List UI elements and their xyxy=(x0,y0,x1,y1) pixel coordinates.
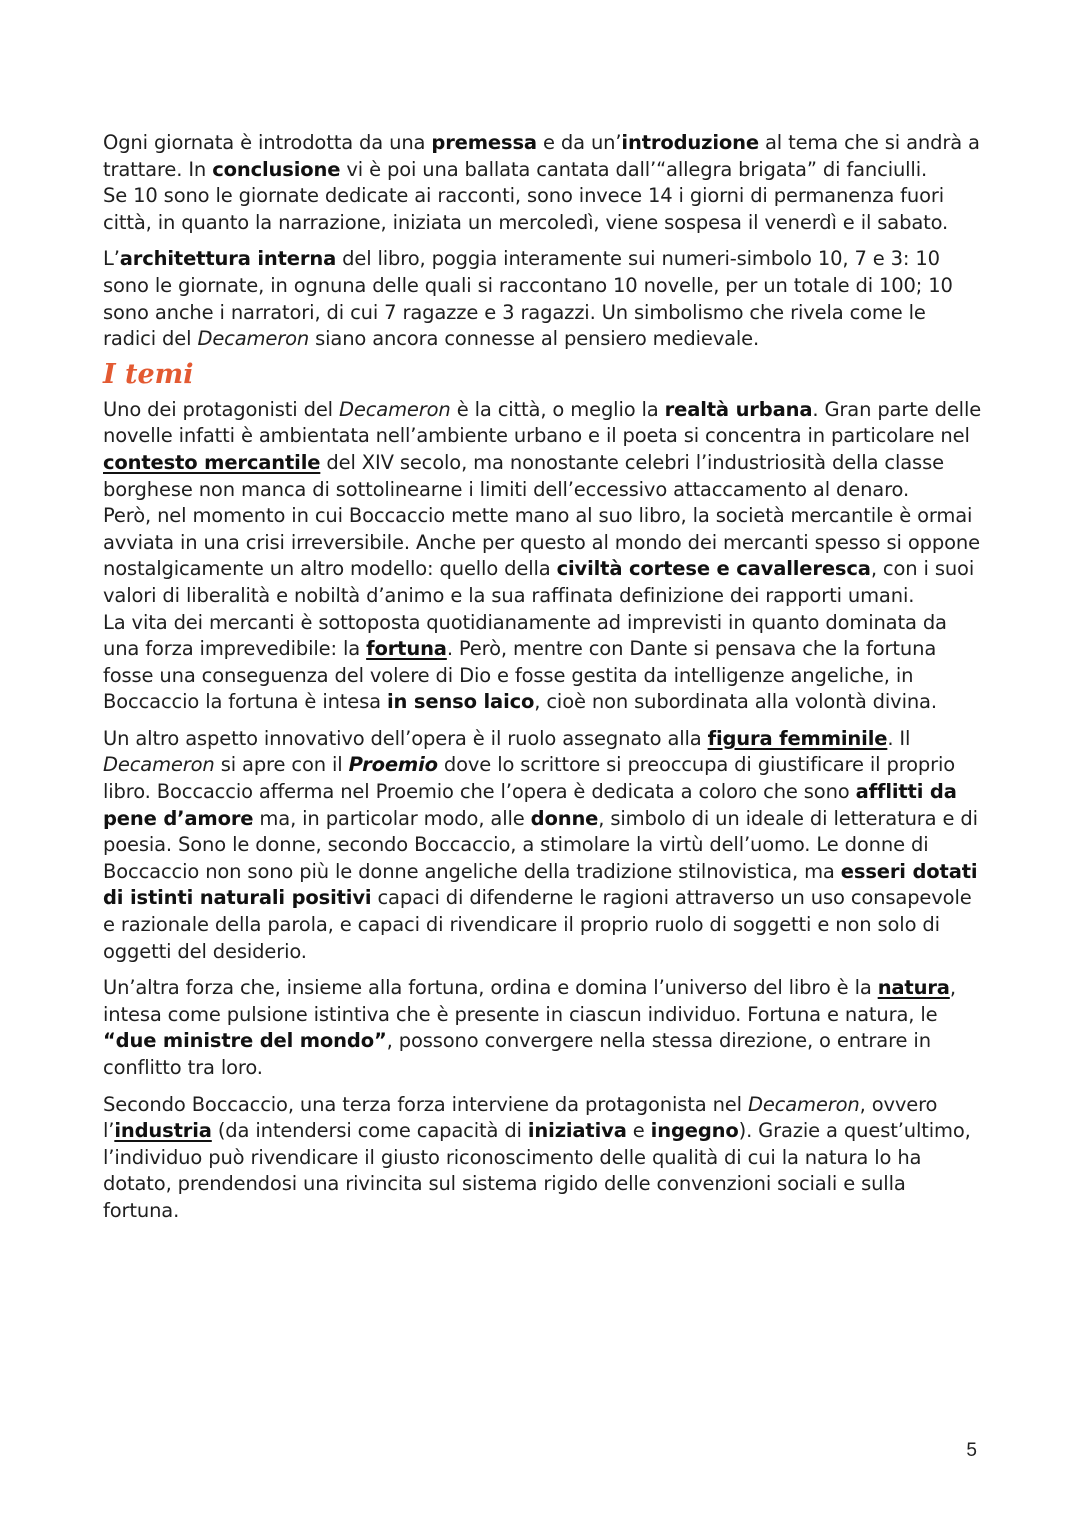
term-afflitti: afflitti da pene d’amore xyxy=(103,780,957,830)
term-premessa: premessa xyxy=(431,131,537,154)
paragraph-realta-urbana: Uno dei protagonisti del Decameron è la città, o meglio la realtà urbana. Gran parte delle novelle infatti è ambientata nell’ambiente urbano e il poeta si concentra in particolare nel contesto mercantile del XIV secolo, ma nonostante celebri l’industriosità della classe borghese non manca di sottolinearne i limiti dell’eccessivo attaccamento al denaro. xyxy=(103,397,982,501)
term-ingegno: ingegno xyxy=(650,1119,739,1143)
term-realta-urbana: realtà urbana xyxy=(664,397,813,421)
term-due-ministre: “due ministre del mondo” xyxy=(103,1029,387,1053)
term-proemio: Proemio xyxy=(348,753,438,777)
paragraph-figura-femminile: Un altro aspetto innovativo dell’opera è il ruolo assegnato alla figura femminile. Il Decameron si apre con il Proemio dove lo scrittore si preoccupa di giustificare il proprio libro. Boccaccio afferma nel Proemio che l’opera è dedicata a coloro che sono afflitti da pene d’amore ma, in particolar modo, alle donne, simbolo di un ideale di letteratura e di poesia. Sono le donne, secondo Boccaccio, a stimolare la virtù dell’uomo. Le donne di Boccaccio non sono più le donne angeliche della tradizione stilnovistica, ma esseri dotati di istinti naturali positivi capaci di difenderne le ragioni attraverso un uso consapevole e razionale della parola, e capaci di rivendicare il proprio ruolo di soggetti e non solo di oggetti del desiderio. xyxy=(103,726,978,963)
term-senso-laico: in senso laico xyxy=(387,690,535,714)
title-decameron: Decameron xyxy=(339,397,451,421)
paragraph-giorni-permanenza: Se 10 sono le giornate dedicate ai racconti, sono invece 14 i giorni di permanenza fuori città, in quanto la narrazione, iniziata un mercoledì, viene sospesa il venerdì e il sabato. xyxy=(103,184,949,234)
term-fortuna: fortuna xyxy=(366,637,447,661)
title-decameron: Decameron xyxy=(103,753,215,777)
title-decameron: Decameron xyxy=(747,1092,860,1116)
paragraph-structure-giornata: Ogni giornata è introdotta da una premessa e da un’introduzione al tema che si andrà a trattare. In conclusione vi è poi una ballata cantata dall’“allegra brigata” di fanciulli. xyxy=(103,131,980,181)
paragraph-civilta-cortese: Però, nel momento in cui Boccaccio mette mano al suo libro, la società mercantile è ormai avviata in una crisi irreversibile. Anche per questo al mondo dei mercanti spesso si oppone nostalgicamente un altro modello: quello della civiltà cortese e cavalleresca, con i suoi valori di liberalità e nobiltà d’animo e la sua raffinata definizione dei rapporti umani. xyxy=(103,504,980,607)
term-civilta-cortese: civiltà cortese e cavalleresca xyxy=(556,557,871,581)
paragraph-natura: Un’altra forza che, insieme alla fortuna, ordina e domina l’universo del libro è la natura, intesa come pulsione istintiva che è presente in ciascun individuo. Fortuna e natura, le “due ministre del mondo”, possono convergere nella stessa direzione, o entrare in conflitto tra loro. xyxy=(103,976,956,1079)
term-istinti-naturali: esseri dotati di istinti naturali positivi xyxy=(103,859,978,910)
paragraph-fortuna: La vita dei mercanti è sottoposta quotidianamente ad imprevisti in quanto dominata da una forza imprevedibile: la fortuna. Però, mentre con Dante si pensava che la fortuna fosse una conseguenza del volere di Dio e fosse gestita da intelligenze angeliche, in Boccaccio la fortuna è intesa in senso laico, cioè non subordinata alla volontà divina. xyxy=(103,610,947,714)
term-donne: donne xyxy=(530,806,599,830)
term-industria: industria xyxy=(114,1119,212,1143)
paragraph-architettura-interna: L’architettura interna del libro, poggia interamente sui numeri-simbolo 10, 7 e 3: 10 sono le giornate, in ognuna delle quali si raccontano 10 novelle, per un totale di 100; 10 sono anche i narratori, di cui 7 ragazze e 3 ragazzi. Un simbolismo che rivela come le radici del Decameron siano ancora connesse al pensiero medievale. xyxy=(103,247,953,351)
term-contesto-mercantile: contesto mercantile xyxy=(103,450,321,474)
section-heading: I temi xyxy=(103,358,194,390)
term-natura: natura xyxy=(877,976,950,1000)
term-iniziativa: iniziativa xyxy=(527,1119,627,1143)
term-introduzione: introduzione xyxy=(621,131,759,154)
term-figura-femminile: figura femminile xyxy=(707,726,888,750)
paragraph-industria: Secondo Boccaccio, una terza forza interviene da protagonista nel Decameron, ovvero l’industria (da intendersi come capacità di iniziativa e ingegno). Grazie a quest’ultimo, l’individuo può rivendicare il giusto riconoscimento delle qualità di cui la natura lo ha dotato, prendendosi una rivincita sul sistema rigido delle convenzioni sociali e sulla fortuna. xyxy=(103,1092,971,1222)
term-architettura-interna: architettura interna xyxy=(119,247,337,271)
title-decameron: Decameron xyxy=(197,327,310,351)
page-number: 5 xyxy=(966,1440,977,1461)
document-page xyxy=(103,130,983,1225)
term-conclusione: conclusione xyxy=(212,157,341,181)
